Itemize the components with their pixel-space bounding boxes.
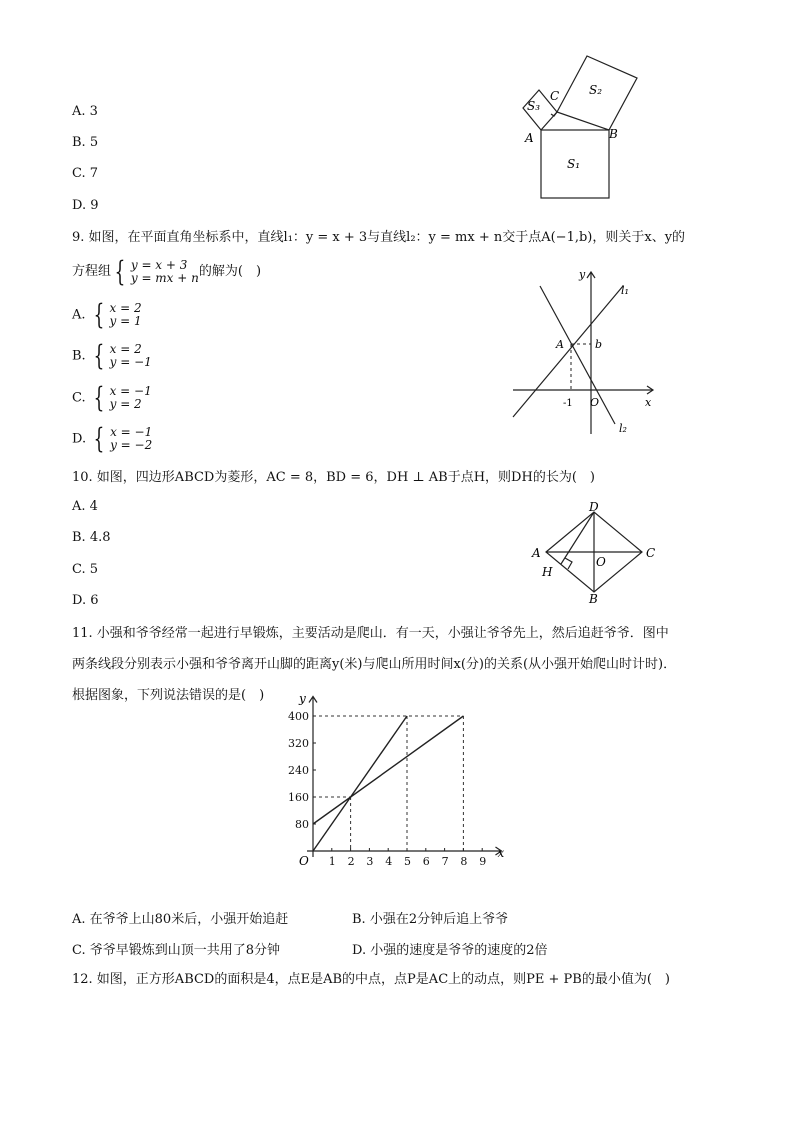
q11-stem-line3: 根据图象，下列说法错误的是( )	[72, 688, 265, 703]
label-d: D	[589, 500, 599, 514]
q9-line2-suffix: 的解为( )	[198, 264, 262, 279]
q11-option-b[interactable]: B. 小强在2分钟后追上爷爷	[352, 912, 509, 927]
y-tick-label: 320	[288, 737, 309, 750]
q9-option-d[interactable]: D. { x = −1 y = −2	[72, 422, 153, 455]
y-tick-label: 80	[295, 818, 309, 831]
q11-distance-time-chart	[285, 691, 525, 876]
q11-option-a[interactable]: A. 在爷爷上山80米后，小强开始追赶	[72, 912, 289, 927]
label-x: x	[645, 396, 652, 409]
q10-option-c[interactable]: C. 5	[72, 562, 99, 577]
x-tick-label: 8	[460, 855, 468, 868]
label-y: y	[579, 268, 586, 281]
series-line-grandpa	[313, 716, 463, 824]
label-origin: O	[590, 396, 600, 409]
q9-option-c-r2: y = 2	[109, 397, 142, 411]
line-l2	[540, 286, 615, 424]
q9-option-a-label: A.	[72, 307, 86, 323]
q10-rhombus-figure	[528, 500, 663, 605]
q9-option-d-r2: y = −2	[110, 438, 153, 452]
q12-stem: 12. 如图，正方形ABCD的面积是4，点E是AB的中点，点P是AC上的动点，则PE + PB的最小值为( )	[72, 972, 670, 987]
q8-option-d[interactable]: D. 9	[72, 198, 99, 213]
label-s1: S₁	[567, 157, 581, 171]
label-minus-one: -1	[563, 398, 573, 409]
q9-stem-line2	[72, 254, 262, 288]
label-b: B	[609, 127, 618, 141]
q11-stem-line1: 11. 小强和爷爷经常一起进行早锻炼，主要活动是爬山．有一天，小强让爷爷先上，然后追赶爷爷．图中	[72, 626, 669, 641]
x-tick-label: 5	[404, 855, 411, 868]
x-tick-label: 2	[347, 855, 355, 868]
q11-option-d[interactable]: D. 小强的速度是爷爷的速度的2倍	[352, 943, 548, 958]
q9-option-b-r1: x = 2	[109, 342, 142, 356]
q9-option-b-r2: y = −1	[109, 355, 152, 369]
label-a: A	[525, 131, 534, 145]
label-c: C	[550, 89, 560, 103]
y-axis-label: y	[299, 691, 306, 706]
q9-option-c[interactable]: C. { x = −1 y = 2	[72, 381, 152, 414]
q10-stem: 10. 如图，四边形ABCD为菱形，AC = 8，BD = 6，DH ⊥ AB于点H，则DH的长为( )	[72, 470, 595, 485]
x-tick-label: 9	[479, 855, 487, 868]
q9-option-d-label: D.	[72, 431, 87, 447]
q8-option-c[interactable]: C. 7	[72, 166, 99, 181]
q9-line2-prefix: 方程组	[72, 264, 112, 279]
q8-option-a[interactable]: A. 3	[72, 104, 98, 119]
q9-option-a[interactable]: A. { x = 2 y = 1	[72, 298, 142, 331]
y-tick-label: 160	[288, 791, 309, 804]
x-tick-label: 4	[385, 855, 393, 868]
q11-stem-line2: 两条线段分别表示小强和爷爷离开山脚的距离y(米)与爬山所用时间x(分)的关系(从小强开始爬山时计时)．	[72, 657, 677, 672]
q8-option-b[interactable]: B. 5	[72, 135, 99, 150]
q8-squares-figure	[505, 50, 655, 205]
label-h: H	[542, 565, 553, 579]
q10-option-a[interactable]: A. 4	[72, 499, 98, 514]
q10-option-d[interactable]: D. 6	[72, 593, 99, 608]
x-tick-label: 3	[366, 855, 374, 868]
q9-equation-system: { y = x + 3 y = mx + n	[114, 254, 199, 288]
label-a: A	[556, 338, 564, 351]
label-a: A	[532, 546, 541, 560]
label-l1: l₁	[621, 284, 629, 297]
x-tick-label: 1	[328, 855, 336, 868]
segment-dh	[561, 512, 594, 564]
q11-option-c[interactable]: C. 爷爷早锻炼到山顶一共用了8分钟	[72, 943, 281, 958]
q10-option-b[interactable]: B. 4.8	[72, 530, 111, 545]
label-l2: l₂	[619, 422, 627, 435]
q9-option-b-label: B.	[72, 348, 86, 364]
q9-option-b[interactable]: B. { x = 2 y = −1	[72, 339, 152, 372]
x-tick-label: 6	[422, 855, 430, 868]
q9-option-d-r1: x = −1	[110, 425, 153, 439]
q9-sys-row1: y = x + 3	[130, 257, 188, 272]
q9-lines-figure	[505, 262, 665, 440]
origin-label: O	[299, 854, 309, 868]
label-s2: S₂	[589, 83, 603, 97]
q9-option-a-r2: y = 1	[109, 314, 142, 328]
right-angle-mark	[551, 112, 557, 116]
series-line-xiaoqiang	[313, 716, 407, 851]
q9-option-a-r1: x = 2	[109, 301, 142, 315]
label-s3: S₃	[527, 99, 541, 113]
x-tick-label: 7	[441, 855, 449, 868]
right-angle-mark	[565, 558, 572, 569]
y-tick-label: 240	[288, 764, 309, 777]
x-axis-label: x	[497, 846, 505, 860]
q9-option-c-label: C.	[72, 390, 86, 406]
y-tick-label: 400	[288, 710, 309, 723]
label-c: C	[646, 546, 656, 560]
q9-stem-line1: 9. 如图，在平面直角坐标系中，直线l₁：y = x + 3与直线l₂：y = mx + n交于点A(−1,b)，则关于x、y的	[72, 230, 686, 245]
q9-sys-row2: y = mx + n	[130, 270, 199, 285]
label-b: b	[595, 338, 603, 351]
q9-option-c-r1: x = −1	[109, 384, 152, 398]
label-b: B	[589, 592, 598, 606]
label-o: O	[596, 555, 606, 569]
